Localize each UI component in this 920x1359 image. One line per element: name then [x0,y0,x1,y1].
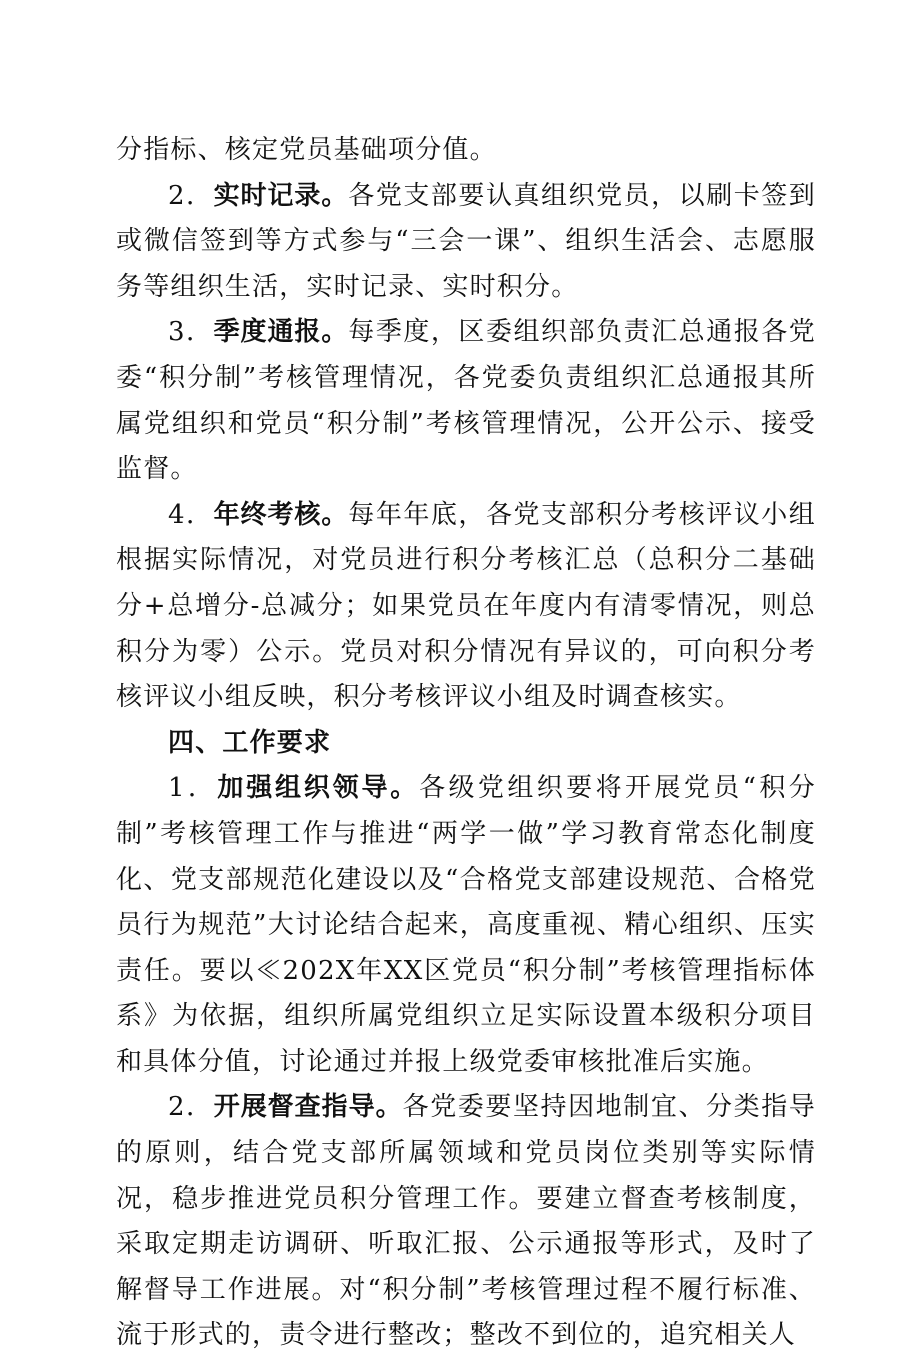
paragraph-text: 分指标、核定党员基础项分值。 [116,135,497,165]
item-lead: 开展督查指导。 [213,1092,403,1123]
paragraph-text: 各党委要坚持因地制宜、分类指导的原则，结合党支部所属领域和党员岗位类别等实际情况，稳步推进党员积分管理工作。要建立督查考核制度，采取定期走访调研、听取汇报、公示通报等形式，及时了解督导工作进展。对“积分制”考核管理过程不履行标准、流于形式的，责令进行整改；整改不到位的，追究相关人 [116,1092,816,1351]
paragraph-leadership [116,766,816,1085]
document-body [116,128,816,1359]
item-number: 3． [168,317,214,348]
item-lead: 年终考核。 [213,499,349,530]
item-number: 2． [168,1092,214,1123]
paragraph-text: 各党支部要认真组织党员，以刷卡签到或微信签到等方式参与“三会一课”、组织生活会、志愿服务等组织生活，实时记录、实时积分。 [116,180,816,302]
item-number: 4． [168,499,214,530]
paragraph-quarterly-report [116,310,816,492]
item-lead: 加强组织领导。 [217,773,420,804]
paragraph-supervision [116,1085,816,1359]
item-lead: 季度通报。 [213,317,349,348]
section-heading: 四、工作要求 [168,727,332,758]
paragraph-realtime-record [116,174,816,311]
paragraph-text: 每年年底，各党支部积分考核评议小组根据实际情况，对党员进行积分考核汇总（总积分二基础分+总增分-总减分；如果党员在年度内有清零情况，则总积分为零）公示。党员对积分情况有异议的，可向积分考核评议小组反映，积分考核评议小组及时调查核实。 [116,499,816,713]
item-number: 1． [168,773,218,804]
item-lead: 实时记录。 [213,180,349,211]
paragraph-text: 各级党组织要将开展党员“积分制”考核管理工作与推进“两学一做”学习教育常态化制度化、党支部规范化建设以及“合格党支部建设规范、合格党员行为规范”大讨论结合起来，高度重视、精心组织、压实责任。要以≪202X年XX区党员“积分制”考核管理指标体系》为依据，组织所属党组织立足实际设置本级积分项目和具体分值，讨论通过并报上级党委审核批准后实施。 [116,773,816,1077]
paragraph-text: 每季度，区委组织部负责汇总通报各党委“积分制”考核管理情况，各党委负责组织汇总通报其所属党组织和党员“积分制”考核管理情况，公开公示、接受监督。 [116,317,816,485]
item-number: 2． [168,180,214,211]
paragraph-continued [116,128,816,174]
paragraph-year-end-assessment [116,493,816,721]
